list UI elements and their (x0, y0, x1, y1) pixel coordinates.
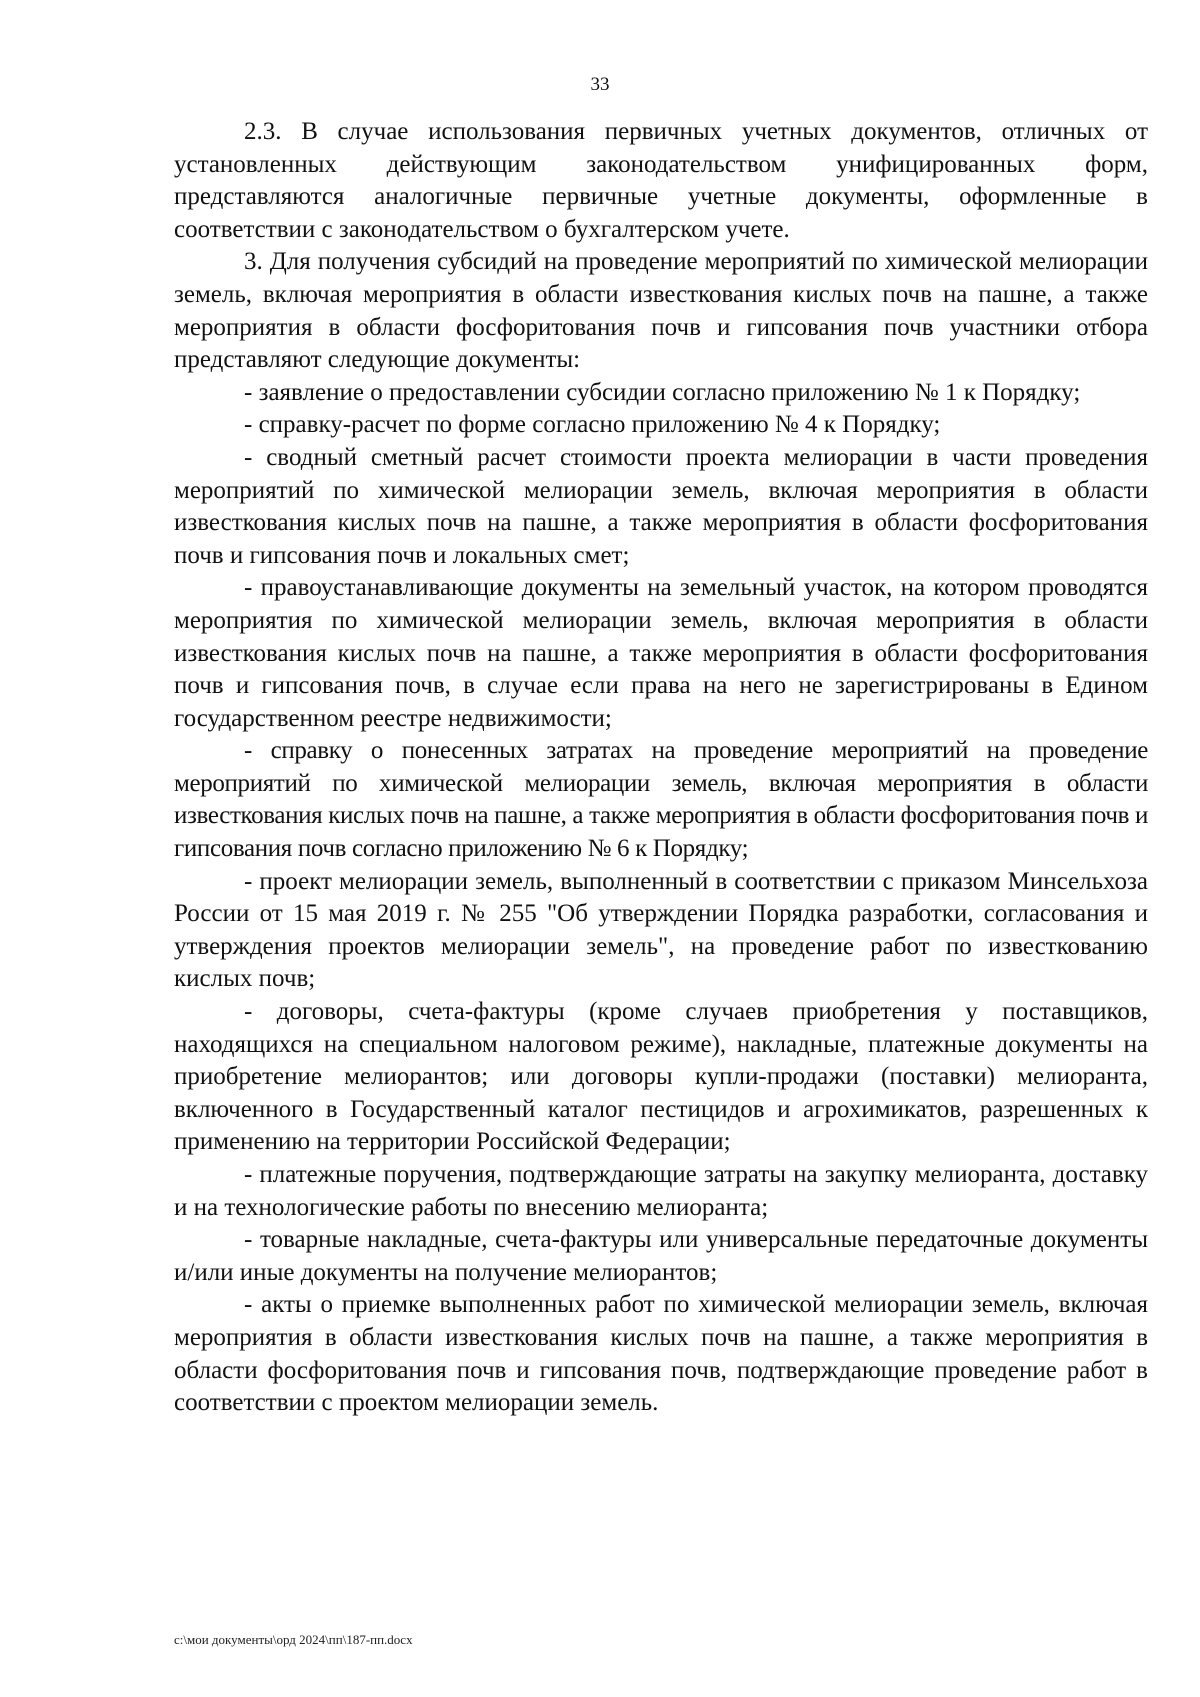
page-number: 33 (590, 74, 610, 95)
list-item-costs-certificate: - справку о понесенных затратах на проведение мероприятий на проведение мероприятий по химической мелиорации земель, включая мероприятия в области известкования кислых почв на пашне, а также мероприятия в области фосфоритования почв и гипсования почв согласно приложению № 6 к Порядку; (174, 737, 1149, 863)
paragraph-3: 3. Для получения субсидий на проведение мероприятий по химической мелиорации земель, включая мероприятия в области известкования кислых почв на пашне, а также мероприятия в области фосфоритования почв и гипсования почв участники отбора представляют следующие документы: (174, 248, 1148, 374)
paragraph-2-3: 2.3. В случае использования первичных учетных документов, отличных от установленных действующим законодательством унифицированных форм, представляются аналогичные первичные учетные документы, оформленные в соответствии с законодательством о бухгалтерском учете. (174, 118, 1148, 243)
file-path-footer: c:\мои документы\орд 2024\пп\187-пп.docx (174, 1632, 413, 1647)
list-item-payment-orders: - платежные поручения, подтверждающие затраты на закупку мелиоранта, доставку и на технологические работы по внесению мелиоранта; (174, 1161, 1148, 1221)
list-item-contracts: - договоры, счета-фактуры (кроме случаев приобретения у поставщиков, находящихся на специальном налоговом режиме), накладные, платежные документы на приобретение мелиорантов; или договоры купли-продажи (поставки) мелиоранта, включенного в Государственный каталог пестицидов и агрохимикатов, разрешенных к применению на территории Российской Федерации; (174, 998, 1148, 1156)
list-item-waybills: - товарные накладные, счета-фактуры или универсальные передаточные документы и/или иные документы на получение мелиорантов; (174, 1226, 1148, 1286)
list-item-application: - заявление о предоставлении субсидии согласно приложению № 1 к Порядку; (244, 378, 1081, 406)
list-item-calculation: - справку-расчет по форме согласно приложению № 4 к Порядку; (244, 411, 941, 439)
list-item-melioration-project: - проект мелиорации земель, выполненный в соответствии с приказом Минсельхоза России от 15 мая 2019 г. № 255 "Об утверждении Порядка разработки, согласования и утверждения проектов мелиорации земель", на проведение работ по известкованию кислых почв; (174, 867, 1148, 993)
document-body (174, 116, 1148, 1420)
list-item-land-title: - правоустанавливающие документы на земельный участок, на котором проводятся мероприятия по химической мелиорации земель, включая мероприятия в области известкования кислых почв на пашне, а также мероприятия в области фосфоритования почв и гипсования почв, в случае если права на него не зарегистрированы в Едином государственном реестре недвижимости; (174, 574, 1148, 732)
list-item-estimate: - сводный сметный расчет стоимости проекта мелиорации в части проведения мероприятий по химической мелиорации земель, включая мероприятия в области известкования кислых почв на пашне, а также мероприятия в области фосфоритования почв и гипсования почв и локальных смет; (174, 443, 1148, 569)
list-item-acceptance-acts: - акты о приемке выполненных работ по химической мелиорации земель, включая мероприятия в области известкования кислых почв на пашне, а также мероприятия в области фосфоритования почв и гипсования почв, подтверждающие проведение работ в соответствии с проектом мелиорации земель. (174, 1291, 1148, 1417)
